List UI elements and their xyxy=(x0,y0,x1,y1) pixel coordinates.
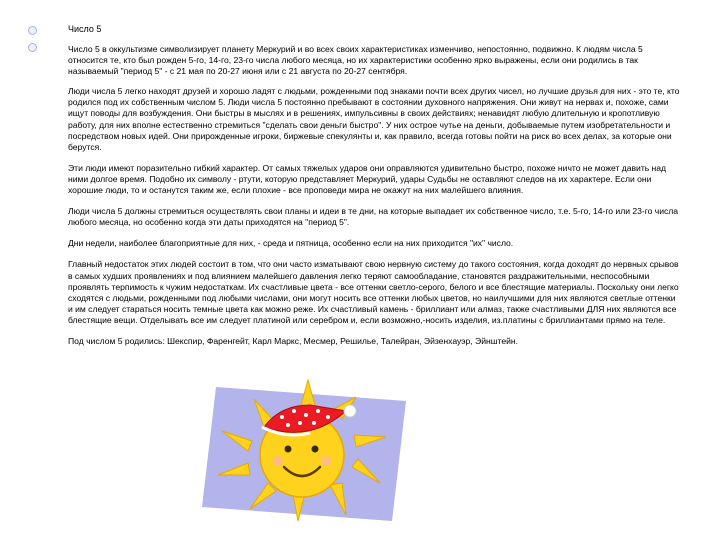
main-text-block xyxy=(68,44,682,357)
bullet-icon xyxy=(28,26,37,35)
paragraph-weakness: Главный недостаток этих людей состоит в том, что они часто изматывают свою нервную систему до такого состояния, когда доходят до нервных срывов в самых худших проявлениях и под влиянием малейшего давления легко теряют самообладание, становятся раздражительными, неспособными проявлять терпимость к чужим недостаткам. Их счастливые цвета - все оттенки светло-серого, белого и все блестящие материалы. Поскольку они легко сходятся с людьми, рожденными под любыми числами, они могут носить все оттенки любых цветов, но наилучшими для них являются светлые оттенки и им следует стараться носить темные цвета как можно реже. Их счастливый камень - бриллиант или алмаз, также счастливыми ДЛЯ них являются все блестящие вещи. Отделывать все им следует платиной или серебром и, если возможно,-носить изделия, из.платины с бриллиантами прямо на теле. xyxy=(68,259,679,325)
paragraph-plans: Люди числа 5 должны стремиться осуществлять свои планы и идеи в те дни, на которые выпадает их собственное число, т.е. 5-го, 14-го или 23-го числа любого месяца, но особенно когда эти даты приходятся на "период 5". xyxy=(68,206,679,228)
bullet-icon xyxy=(28,43,37,52)
left-eye xyxy=(285,446,292,453)
paragraph-weekdays: Дни недели, наиболее благоприятные для них, - среда и пятница, особенно если на них приходится "их" число. xyxy=(68,238,514,249)
left-cheek xyxy=(273,456,283,466)
bullet-title-text: Число 5 xyxy=(68,24,102,34)
hat-pompom xyxy=(344,405,356,417)
sun-illustration xyxy=(196,375,411,525)
right-eye xyxy=(312,446,319,453)
intro-paragraph: Число 5 в оккультизме символизирует планету Меркурий и во всех своих характеристиках изменчиво, непостоянно, подвижно. К людям числа 5 относится те, кто был рожден 5-го, 14-го, 23-го числа любого месяца, но их характеристики особенно ярко выражены, если они родились в так называемый "период 5" - с 21 мая по 20-27 июня или с 21 августа по 20-27 сентября. xyxy=(68,44,643,77)
paragraph-character: Эти люди имеют поразительно гибкий характер. От самых тяжелых ударов они оправляются удивительно быстро, похоже ничто не может давить над ними долгое время. Подобно их символу - ртути, которую представляет Меркурий, удары Судьбы не оставляют следов на их характере. Если они хорошие люди, то и останутся таким же, если плохие - все проповеди мира не окажут на них малейшего влияния. xyxy=(68,162,667,196)
paragraph-famous: Под числом 5 родились: Шекспир, Фаренгейт, Карл Маркс, Месмер, Решилье, Талейран, Эйзенхауэр, Эйнштейн. xyxy=(68,335,519,346)
paragraph-friends: Люди числа 5 легко находят друзей и хорошо ладят с людьми, рожденными под знаками почти всех других чисел, но лучшие друзья для них - это те, кто родился под их собственным числом 5. Люди числа 5 постоянно пребывают в состоянии духовного напряжения. Они живут на нервах и, похоже, сами ищут поводы для возбуждения. Они быстры в мыслях и в решениях, импульсивны в своих действиях; ненавидят любую длительную и кропотливую работу, для них вполне естественно стремиться "сделать свои деньги быстро". У них острое чутье на деньги, добываемые путем изобретательности и посредством новых идей. Они прирожденные игроки, биржевые спекулянты и, как правило, всегда готовы пойти на риск во всех делах, за которые они берутся. xyxy=(68,86,680,152)
right-cheek xyxy=(321,456,331,466)
